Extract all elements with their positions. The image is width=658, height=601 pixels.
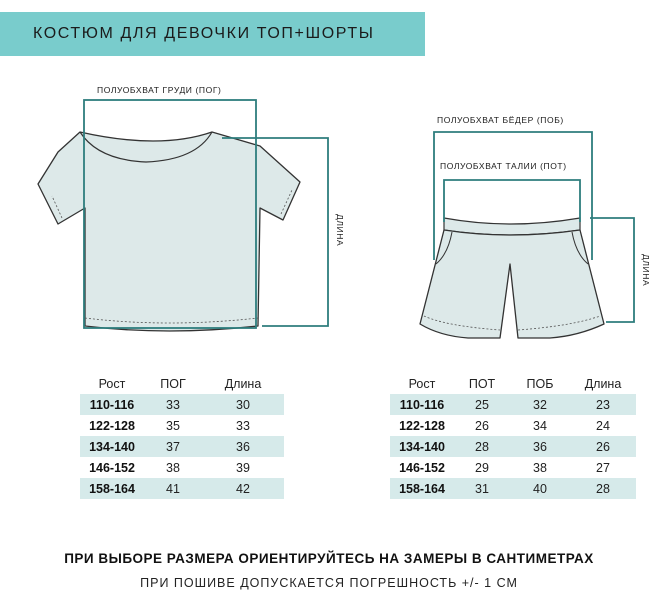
waist-cell: 31 (454, 478, 510, 499)
length-cell: 30 (202, 394, 284, 415)
table-row (390, 415, 636, 436)
table-row (80, 478, 284, 499)
length-cell: 33 (236, 418, 250, 433)
header-cell: Длина (224, 376, 262, 391)
height-cell: 122-128 (399, 418, 445, 433)
chest-cell: 41 (144, 478, 202, 499)
height-cell: 146-152 (399, 460, 445, 475)
chest-cell: 37 (144, 436, 202, 457)
length-cell: 28 (570, 478, 636, 499)
page-title: КОСТЮМ ДЛЯ ДЕВОЧКИ ТОП+ШОРТЫ (33, 25, 375, 42)
length-cell: 27 (596, 460, 610, 475)
shorts-length-label: ДЛИНА (641, 254, 651, 287)
hips-cell: 36 (510, 436, 570, 457)
chest-cell: 38 (166, 460, 180, 475)
height-cell: 110-116 (80, 394, 144, 415)
length-cell: 23 (570, 394, 636, 415)
waist-cell: 25 (454, 394, 510, 415)
table-header-row (390, 373, 636, 394)
hips-label: ПОЛУОБХВАТ БЁДЕР (ПОБ) (437, 115, 564, 125)
header-cell: Рост (408, 376, 436, 391)
height-cell: 110-116 (390, 394, 454, 415)
size-advice-text: ПРИ ВЫБОРЕ РАЗМЕРА ОРИЕНТИРУЙТЕСЬ НА ЗАМЕРЫ В САНТИМЕТРАХ (64, 551, 594, 566)
length-cell: 36 (202, 436, 284, 457)
header-cell: ПОБ (526, 376, 554, 391)
waist-cell: 26 (475, 418, 489, 433)
length-cell: 26 (570, 436, 636, 457)
length-cell: 24 (596, 418, 610, 433)
chest-cell: 35 (166, 418, 180, 433)
table-row (80, 415, 284, 436)
table-row (390, 394, 636, 415)
chest-label: ПОЛУОБХВАТ ГРУДИ (ПОГ) (97, 85, 222, 95)
table-row (80, 394, 284, 415)
height-cell: 134-140 (80, 436, 144, 457)
waist-cell: 29 (475, 460, 489, 475)
top-shape (38, 132, 300, 331)
top-size-table (80, 373, 284, 499)
header-cell: Длина (584, 376, 622, 391)
table-header-row (80, 373, 284, 394)
tolerance-note: ПРИ ПОШИВЕ ДОПУСКАЕТСЯ ПОГРЕШНОСТЬ +/- 1 СМ (140, 576, 518, 590)
table-row (390, 478, 636, 499)
hips-cell: 38 (533, 460, 547, 475)
hips-cell: 40 (510, 478, 570, 499)
height-cell: 158-164 (80, 478, 144, 499)
header-cell: Рост (98, 376, 126, 391)
table-row (80, 457, 284, 478)
height-cell: 134-140 (390, 436, 454, 457)
waist-measure (444, 180, 580, 222)
length-cell: 39 (236, 460, 250, 475)
waist-label: ПОЛУОБХВАТ ТАЛИИ (ПОТ) (440, 161, 567, 171)
length-cell: 42 (202, 478, 284, 499)
header-cell: ПОТ (468, 376, 496, 391)
hips-cell: 34 (533, 418, 547, 433)
top-illustration (38, 100, 328, 331)
table-row (390, 457, 636, 478)
shorts-size-table (390, 373, 636, 499)
table-row (80, 436, 284, 457)
header-cell: ПОГ (160, 376, 186, 391)
height-cell: 146-152 (89, 460, 135, 475)
height-cell: 158-164 (390, 478, 454, 499)
top-length-label: ДЛИНА (335, 214, 345, 247)
height-cell: 122-128 (89, 418, 135, 433)
table-row (390, 436, 636, 457)
waist-cell: 28 (454, 436, 510, 457)
chest-cell: 33 (144, 394, 202, 415)
hips-cell: 32 (510, 394, 570, 415)
